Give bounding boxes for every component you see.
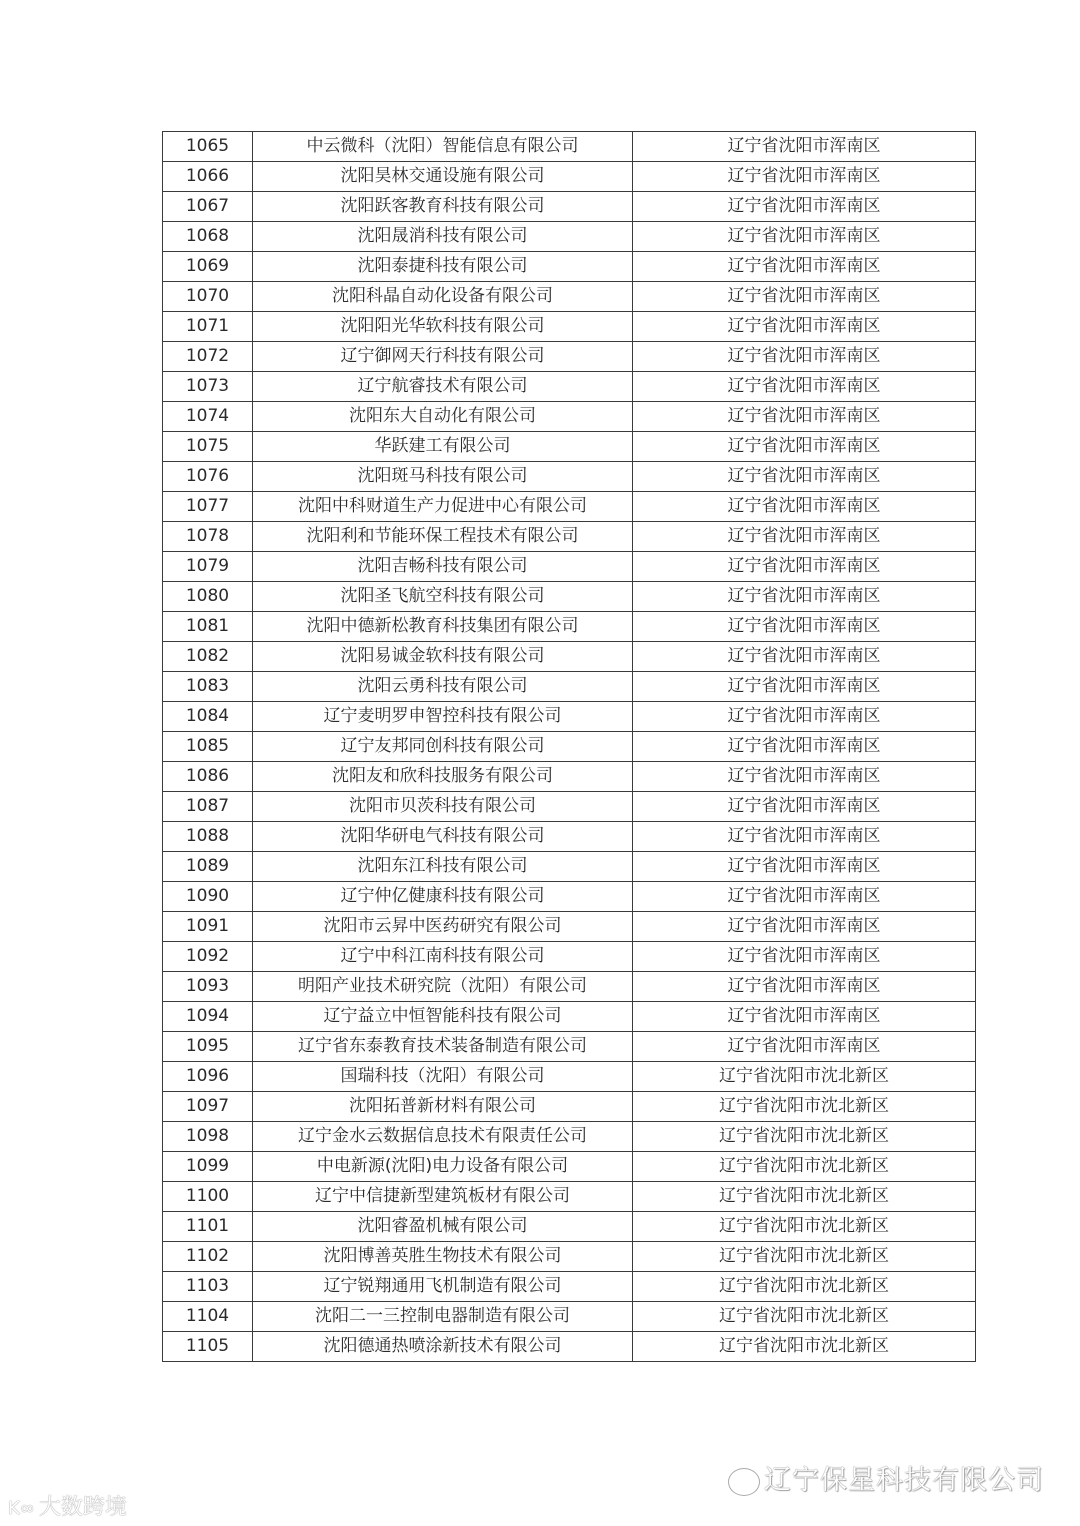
company-location: 辽宁省沈阳市浑南区 (633, 372, 976, 402)
company-location: 辽宁省沈阳市浑南区 (633, 312, 976, 342)
wechat-icon (728, 1468, 760, 1496)
site-logo: K∞ (8, 1498, 35, 1519)
row-number: 1082 (163, 642, 253, 672)
table-row (163, 1182, 976, 1212)
row-number: 1086 (163, 762, 253, 792)
table-row (163, 1242, 976, 1272)
table-row (163, 702, 976, 732)
company-name: 沈阳东江科技有限公司 (253, 852, 633, 882)
company-location: 辽宁省沈阳市浑南区 (633, 732, 976, 762)
company-location: 辽宁省沈阳市浑南区 (633, 402, 976, 432)
row-number: 1085 (163, 732, 253, 762)
table-row (163, 222, 976, 252)
row-number: 1069 (163, 252, 253, 282)
row-number: 1070 (163, 282, 253, 312)
company-location: 辽宁省沈阳市浑南区 (633, 942, 976, 972)
row-number: 1100 (163, 1182, 253, 1212)
company-name: 沈阳跃客教育科技有限公司 (253, 192, 633, 222)
table-row (163, 762, 976, 792)
company-name: 辽宁航睿技术有限公司 (253, 372, 633, 402)
row-number: 1093 (163, 972, 253, 1002)
row-number: 1090 (163, 882, 253, 912)
company-name: 沈阳华研电气科技有限公司 (253, 822, 633, 852)
row-number: 1102 (163, 1242, 253, 1272)
table-row (163, 822, 976, 852)
row-number: 1065 (163, 132, 253, 162)
row-number: 1071 (163, 312, 253, 342)
table-row (163, 1332, 976, 1362)
row-number: 1074 (163, 402, 253, 432)
company-name: 沈阳昊林交通设施有限公司 (253, 162, 633, 192)
table-row (163, 1032, 976, 1062)
table-row (163, 1092, 976, 1122)
row-number: 1094 (163, 1002, 253, 1032)
table-row (163, 552, 976, 582)
company-name: 沈阳博善英胜生物技术有限公司 (253, 1242, 633, 1272)
row-number: 1095 (163, 1032, 253, 1062)
table-row (163, 942, 976, 972)
company-location: 辽宁省沈阳市沈北新区 (633, 1152, 976, 1182)
company-name: 沈阳科晶自动化设备有限公司 (253, 282, 633, 312)
company-name: 沈阳圣飞航空科技有限公司 (253, 582, 633, 612)
company-location: 辽宁省沈阳市浑南区 (633, 792, 976, 822)
row-number: 1066 (163, 162, 253, 192)
company-name: 沈阳友和欣科技服务有限公司 (253, 762, 633, 792)
row-number: 1072 (163, 342, 253, 372)
company-location: 辽宁省沈阳市浑南区 (633, 672, 976, 702)
row-number: 1079 (163, 552, 253, 582)
company-name: 辽宁麦明罗申智控科技有限公司 (253, 702, 633, 732)
site-watermark (8, 1490, 127, 1521)
company-name: 中电新源(沈阳)电力设备有限公司 (253, 1152, 633, 1182)
company-name: 辽宁友邦同创科技有限公司 (253, 732, 633, 762)
company-location: 辽宁省沈阳市沈北新区 (633, 1332, 976, 1362)
table-row (163, 372, 976, 402)
table-row (163, 162, 976, 192)
company-name: 沈阳吉畅科技有限公司 (253, 552, 633, 582)
company-location: 辽宁省沈阳市沈北新区 (633, 1272, 976, 1302)
company-location: 辽宁省沈阳市浑南区 (633, 132, 976, 162)
row-number: 1075 (163, 432, 253, 462)
table-row (163, 1152, 976, 1182)
company-name: 沈阳德通热喷涂新技术有限公司 (253, 1332, 633, 1362)
table-row (163, 972, 976, 1002)
row-number: 1092 (163, 942, 253, 972)
company-name: 华跃建工有限公司 (253, 432, 633, 462)
row-number: 1084 (163, 702, 253, 732)
row-number: 1088 (163, 822, 253, 852)
company-name: 沈阳利和节能环保工程技术有限公司 (253, 522, 633, 552)
company-name: 辽宁御网天行科技有限公司 (253, 342, 633, 372)
row-number: 1103 (163, 1272, 253, 1302)
table-row (163, 852, 976, 882)
company-name: 沈阳晟消科技有限公司 (253, 222, 633, 252)
row-number: 1083 (163, 672, 253, 702)
company-name: 辽宁中信捷新型建筑板材有限公司 (253, 1182, 633, 1212)
table-row (163, 402, 976, 432)
company-location: 辽宁省沈阳市沈北新区 (633, 1302, 976, 1332)
row-number: 1068 (163, 222, 253, 252)
company-location: 辽宁省沈阳市浑南区 (633, 972, 976, 1002)
table-row (163, 1272, 976, 1302)
company-location: 辽宁省沈阳市浑南区 (633, 582, 976, 612)
table-row (163, 1002, 976, 1032)
table-row (163, 642, 976, 672)
company-name: 沈阳拓普新材料有限公司 (253, 1092, 633, 1122)
company-location: 辽宁省沈阳市沈北新区 (633, 1092, 976, 1122)
table-row (163, 612, 976, 642)
company-name: 辽宁仲亿健康科技有限公司 (253, 882, 633, 912)
company-location: 辽宁省沈阳市浑南区 (633, 192, 976, 222)
company-name: 沈阳中德新松教育科技集团有限公司 (253, 612, 633, 642)
company-location: 辽宁省沈阳市浑南区 (633, 852, 976, 882)
company-location: 辽宁省沈阳市浑南区 (633, 1002, 976, 1032)
company-name: 明阳产业技术研究院（沈阳）有限公司 (253, 972, 633, 1002)
company-location: 辽宁省沈阳市浑南区 (633, 822, 976, 852)
table-row (163, 282, 976, 312)
table-row (163, 1212, 976, 1242)
company-location: 辽宁省沈阳市沈北新区 (633, 1242, 976, 1272)
row-number: 1098 (163, 1122, 253, 1152)
company-name: 沈阳云勇科技有限公司 (253, 672, 633, 702)
company-location: 辽宁省沈阳市浑南区 (633, 642, 976, 672)
company-location: 辽宁省沈阳市浑南区 (633, 162, 976, 192)
company-location: 辽宁省沈阳市沈北新区 (633, 1062, 976, 1092)
wechat-watermark (728, 1458, 1044, 1497)
company-location: 辽宁省沈阳市浑南区 (633, 492, 976, 522)
company-name: 沈阳睿盈机械有限公司 (253, 1212, 633, 1242)
table-row (163, 432, 976, 462)
table-row (163, 492, 976, 522)
table-row (163, 462, 976, 492)
company-name: 沈阳斑马科技有限公司 (253, 462, 633, 492)
table-row (163, 912, 976, 942)
table-row (163, 132, 976, 162)
company-name: 辽宁益立中恒智能科技有限公司 (253, 1002, 633, 1032)
table-row (163, 252, 976, 282)
row-number: 1101 (163, 1212, 253, 1242)
table-row (163, 192, 976, 222)
table-row (163, 582, 976, 612)
row-number: 1096 (163, 1062, 253, 1092)
row-number: 1089 (163, 852, 253, 882)
wechat-account-name: 辽宁保星科技有限公司 (764, 1465, 1044, 1496)
company-name: 沈阳易诚金软科技有限公司 (253, 642, 633, 672)
table-row (163, 882, 976, 912)
row-number: 1099 (163, 1152, 253, 1182)
company-location: 辽宁省沈阳市浑南区 (633, 252, 976, 282)
company-name: 沈阳市云昇中医药研究有限公司 (253, 912, 633, 942)
row-number: 1067 (163, 192, 253, 222)
row-number: 1097 (163, 1092, 253, 1122)
company-name: 沈阳泰捷科技有限公司 (253, 252, 633, 282)
company-location: 辽宁省沈阳市浑南区 (633, 702, 976, 732)
company-name: 沈阳中科财道生产力促进中心有限公司 (253, 492, 633, 522)
table-row (163, 1302, 976, 1332)
company-name: 辽宁中科江南科技有限公司 (253, 942, 633, 972)
company-location: 辽宁省沈阳市浑南区 (633, 522, 976, 552)
company-name: 沈阳东大自动化有限公司 (253, 402, 633, 432)
company-location: 辽宁省沈阳市浑南区 (633, 222, 976, 252)
table-row (163, 342, 976, 372)
company-name: 国瑞科技（沈阳）有限公司 (253, 1062, 633, 1092)
row-number: 1104 (163, 1302, 253, 1332)
company-location: 辽宁省沈阳市浑南区 (633, 342, 976, 372)
company-name: 中云微科（沈阳）智能信息有限公司 (253, 132, 633, 162)
table-row (163, 672, 976, 702)
company-location: 辽宁省沈阳市浑南区 (633, 1032, 976, 1062)
company-location: 辽宁省沈阳市浑南区 (633, 552, 976, 582)
row-number: 1073 (163, 372, 253, 402)
table-row (163, 1062, 976, 1092)
company-name: 辽宁金水云数据信息技术有限责任公司 (253, 1122, 633, 1152)
row-number: 1076 (163, 462, 253, 492)
company-location: 辽宁省沈阳市浑南区 (633, 282, 976, 312)
row-number: 1105 (163, 1332, 253, 1362)
company-location: 辽宁省沈阳市沈北新区 (633, 1182, 976, 1212)
row-number: 1078 (163, 522, 253, 552)
row-number: 1077 (163, 492, 253, 522)
company-name: 沈阳市贝茨科技有限公司 (253, 792, 633, 822)
company-location: 辽宁省沈阳市浑南区 (633, 432, 976, 462)
row-number: 1081 (163, 612, 253, 642)
row-number: 1080 (163, 582, 253, 612)
table-row (163, 312, 976, 342)
row-number: 1087 (163, 792, 253, 822)
company-name: 辽宁省东泰教育技术装备制造有限公司 (253, 1032, 633, 1062)
company-name: 沈阳阳光华软科技有限公司 (253, 312, 633, 342)
company-name: 辽宁锐翔通用飞机制造有限公司 (253, 1272, 633, 1302)
company-location: 辽宁省沈阳市浑南区 (633, 882, 976, 912)
company-location: 辽宁省沈阳市浑南区 (633, 612, 976, 642)
table-row (163, 732, 976, 762)
company-name: 沈阳二一三控制电器制造有限公司 (253, 1302, 633, 1332)
company-location: 辽宁省沈阳市浑南区 (633, 912, 976, 942)
company-location: 辽宁省沈阳市沈北新区 (633, 1212, 976, 1242)
row-number: 1091 (163, 912, 253, 942)
site-name: 大数跨境 (38, 1495, 127, 1520)
table-row (163, 792, 976, 822)
company-location: 辽宁省沈阳市浑南区 (633, 762, 976, 792)
table-row (163, 1122, 976, 1152)
table-row (163, 522, 976, 552)
company-table (162, 131, 976, 1362)
company-location: 辽宁省沈阳市沈北新区 (633, 1122, 976, 1152)
company-location: 辽宁省沈阳市浑南区 (633, 462, 976, 492)
